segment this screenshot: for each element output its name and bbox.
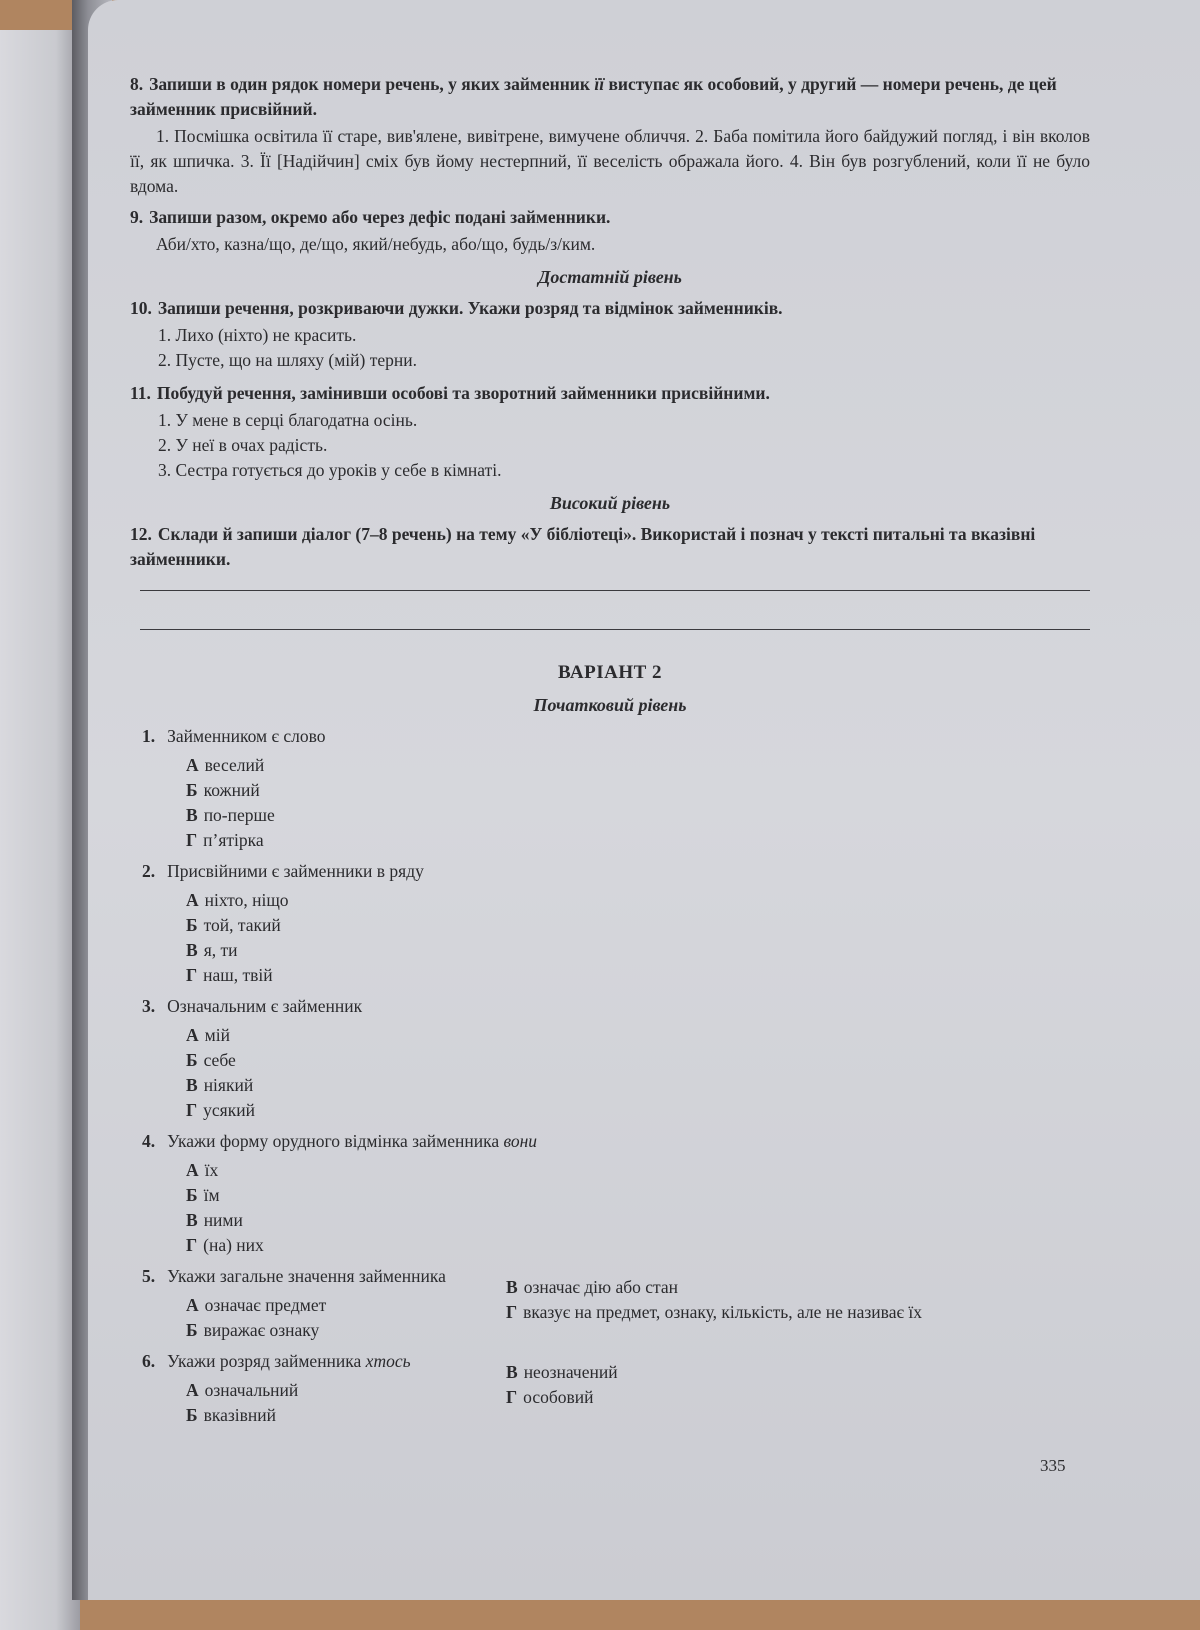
question-3 (142, 994, 1090, 1123)
answer-option: Б виражає ознаку (186, 1320, 320, 1340)
question-number: 5. (142, 1266, 156, 1286)
answer-option: А їх (186, 1160, 219, 1180)
list-item: 3. Сестра готується до уроків у себе в кімнаті. (158, 460, 502, 480)
task-instruction: Запиши в один рядок номери речень, у яких займенник її виступає як особовий, у другий — номери речень, де цей займенник присвійний. (130, 74, 1057, 119)
answer-option: Г особовий (506, 1387, 594, 1407)
answer-line (140, 629, 1090, 630)
level-heading-initial: Початковий рівень (533, 695, 687, 715)
answer-option: Г вказує на предмет, ознаку, кількість, але не називає їх (506, 1302, 922, 1322)
question-2 (142, 859, 1090, 988)
task-12 (130, 522, 1090, 572)
answer-option: Б той, такий (186, 915, 281, 935)
task-number: 8. (130, 74, 144, 94)
task-11 (130, 381, 1090, 483)
answer-option: В неозначений (506, 1362, 618, 1382)
answer-option: В по-перше (186, 805, 275, 825)
question-italic-word: хтось (365, 1351, 411, 1371)
question-number: 3. (142, 996, 156, 1016)
answer-option: Б вказівний (186, 1405, 276, 1425)
task-instruction: Склади й запиши діалог (7–8 речень) на тему «У бібліотеці». Використай і познач у тексті питальні та вказівні займенники. (130, 524, 1036, 569)
task-9 (130, 205, 1090, 257)
task-8 (130, 72, 1090, 199)
page-number: 335 (1040, 1456, 1066, 1475)
question-text: Займенником є слово (167, 726, 326, 746)
answer-option: В означає дію або стан (506, 1277, 679, 1297)
question-number: 1. (142, 726, 156, 746)
variant-title: ВАРІАНТ 2 (557, 662, 663, 683)
task-instruction: Запиши разом, окремо або через дефіс подані займенники. (149, 207, 611, 227)
list-item: 2. У неї в очах радість. (158, 435, 328, 455)
task-instruction: Побудуй речення, замінивши особові та зворотний займенники присвійними. (156, 383, 770, 403)
answer-option: Б себе (186, 1050, 236, 1070)
answer-option: Г (на) них (186, 1235, 264, 1255)
question-6 (142, 1349, 1090, 1428)
question-number: 6. (142, 1351, 156, 1371)
task-text: Аби/хто, казна/що, де/що, який/небудь, або/що, будь/з/ким. (156, 234, 596, 254)
answer-option: Б їм (186, 1185, 220, 1205)
question-italic-word: вони (503, 1131, 538, 1151)
left-page-edge (0, 30, 80, 1630)
task-number: 10. (130, 298, 152, 318)
list-item: 2. Пусте, що на шляху (мій) терни. (158, 350, 417, 370)
answer-option: А означальний (186, 1380, 299, 1400)
question-text: Укажи розряд займенника (167, 1351, 362, 1371)
question-number: 2. (142, 861, 156, 881)
page-content (130, 72, 1090, 1428)
answer-option: В я, ти (186, 940, 238, 960)
answer-option: А ніхто, ніщо (186, 890, 289, 910)
question-4 (142, 1129, 1090, 1258)
task-number: 12. (130, 524, 152, 544)
level-heading-sufficient: Достатній рівень (538, 267, 682, 287)
question-5 (142, 1264, 1090, 1343)
answer-option: А означає предмет (186, 1295, 327, 1315)
question-text: Означальним є займенник (167, 996, 363, 1016)
question-text: Укажи загальне значення займенника (167, 1266, 446, 1286)
answer-option: В ними (186, 1210, 243, 1230)
question-text: Присвійними є займенники в ряду (167, 861, 424, 881)
task-text: 1. Посмішка освітила її старе, вив'ялене, вивітрене, вимучене обличчя. 2. Баба помітила його байдужий погляд, і він вколов її, як шпичка. 3. Її [Надійчин] сміх був йому нестерпний, її веселість ображала його. 4. Він був розгублений, коли її не було вдома. (130, 126, 1090, 196)
question-1 (142, 724, 1090, 853)
list-item: 1. У мене в серці благодатна осінь. (158, 410, 418, 430)
answer-option: Б кожний (186, 780, 260, 800)
answer-option: А мій (186, 1025, 230, 1045)
answer-option: Г усякий (186, 1100, 255, 1120)
question-text: Укажи форму орудного відмінка займенника (167, 1131, 500, 1151)
answer-option: А веселий (186, 755, 265, 775)
task-instruction: Запиши речення, розкриваючи дужки. Укажи розряд та відмінок займенників. (157, 298, 783, 318)
task-10 (130, 296, 1090, 373)
answer-line (140, 590, 1090, 591)
answer-option: Г наш, твій (186, 965, 273, 985)
level-heading-high: Високий рівень (549, 493, 671, 513)
task-number: 11. (130, 383, 151, 403)
question-number: 4. (142, 1131, 156, 1151)
answer-option: Г п’ятірка (186, 830, 264, 850)
task-number: 9. (130, 207, 144, 227)
list-item: 1. Лихо (ніхто) не красить. (158, 325, 357, 345)
answer-option: В ніякий (186, 1075, 254, 1095)
